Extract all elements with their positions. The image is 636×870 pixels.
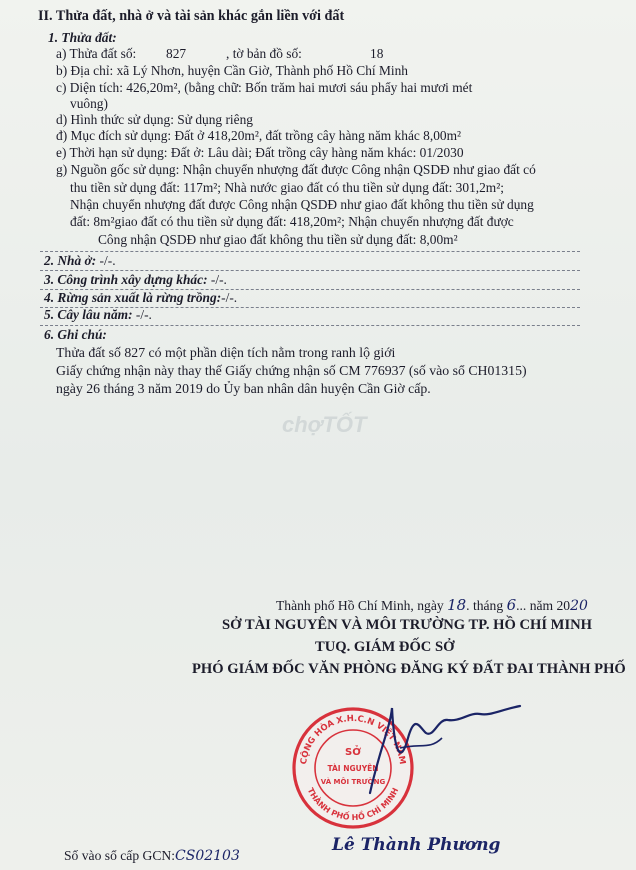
date-month: 6: [506, 596, 517, 614]
parcel-number: 827: [166, 46, 187, 61]
construction-label: 3. Công trình xây dựng khác:: [44, 272, 208, 287]
issue-date: Thành phố Hồ Chí Minh, ngày 18. tháng 6... năm 2020: [276, 596, 588, 614]
notes-line-2: Giấy chứng nhận này thay thế Giấy chứng nhận số CM 776937 (số vào sổ CH01315): [56, 363, 527, 378]
area-line: c) Diện tích: 426,20m², (bằng chữ: Bốn trăm hai mươi sáu phẩy hai mươi mét: [56, 80, 473, 95]
registry-label: Số vào sổ cấp GCN:: [64, 848, 176, 863]
registry-row: [64, 848, 240, 864]
signer-name: Lê Thành Phương: [332, 835, 501, 855]
signature-scribble-icon: [330, 688, 530, 808]
signer-position: PHÓ GIÁM ĐỐC VĂN PHÒNG ĐĂNG KÝ ĐẤT ĐAI THÀNH PHỐ: [192, 661, 626, 677]
perennial-value: -/-.: [132, 307, 152, 322]
usage-origin-2: thu tiền sử dụng đất: 117m²; Nhà nước giao đất có thu tiền sử dụng đất: 301,2m²;: [70, 180, 504, 195]
forest-row: [44, 290, 237, 306]
section-title: II. Thửa đất, nhà ở và tài sản khác gắn liền với đất: [38, 8, 345, 24]
notes-label: 6. Ghi chú:: [44, 327, 107, 342]
house-row: [44, 253, 116, 269]
usage-origin-4: đất: 8m²giao đất có thu tiền sử dụng đất: 418,20m²; Nhận chuyển nhượng đất được: [70, 214, 514, 229]
seal-inner-3: VÀ MÔI TRƯỜNG: [320, 778, 386, 786]
usage-origin-5: Công nhận QSDĐ như giao đất không thu tiền sử dụng đất: 8,00m²: [98, 232, 458, 247]
parcel-number-label: a) Thửa đất số:: [56, 46, 137, 61]
seal-top-text: CỘNG HÒA X.H.C.N VIỆT NAM: [299, 713, 407, 766]
usage-purpose: đ) Mục đích sử dụng: Đất ở 418,20m², đất trồng cây hàng năm khác 8,00m²: [56, 128, 462, 143]
perennial-row: [44, 307, 152, 323]
house-label: 2. Nhà ở:: [44, 253, 97, 268]
divider: [40, 270, 580, 271]
map-sheet-label: , tờ bản đồ số:: [226, 46, 302, 61]
area-line-cont: vuông): [70, 96, 108, 111]
date-prefix: Thành phố Hồ Chí Minh, ngày: [276, 598, 444, 613]
forest-value: -/-.: [221, 290, 238, 305]
notes-line-1: Thửa đất số 827 có một phần diện tích nằm trong ranh lộ giới: [56, 345, 396, 360]
seal-bottom-text: THÀNH PHỐ HỒ CHÍ MINH: [305, 786, 401, 823]
divider: [40, 251, 580, 252]
house-value: -/-.: [96, 253, 116, 268]
map-sheet-number: 18: [370, 46, 384, 61]
perennial-label: 5. Cây lâu năm:: [44, 307, 133, 322]
usage-form: d) Hình thức sử dụng: Sử dụng riêng: [56, 112, 253, 127]
notes-line-3: ngày 26 tháng 3 năm 2019 do Ủy ban nhân dân huyện Cần Giờ cấp.: [56, 381, 431, 396]
date-month-label: tháng: [472, 598, 504, 613]
construction-value: -/-.: [207, 272, 227, 287]
date-day: 18: [447, 596, 467, 614]
usage-term: e) Thời hạn sử dụng: Đất ở: Lâu dài; Đất trồng cây hàng năm khác: 01/2030: [56, 145, 464, 160]
seal-inner-1: SỞ: [345, 747, 361, 758]
watermark: chợTỐT: [282, 412, 367, 437]
divider: [40, 325, 580, 326]
department-name: SỞ TÀI NGUYÊN VÀ MÔI TRƯỜNG TP. HỒ CHÍ MINH: [222, 617, 593, 633]
registry-value: CS02103: [175, 848, 240, 864]
seal-inner-2: TÀI NGUYÊN: [327, 764, 379, 773]
land-heading: 1. Thửa đất:: [48, 30, 117, 45]
date-year: 20: [570, 598, 588, 614]
construction-row: [44, 272, 227, 288]
date-year-label: năm 20: [529, 598, 571, 613]
usage-origin-1: g) Nguồn gốc sử dụng: Nhận chuyển nhượng đất được Công nhận QSDĐ như giao đất có: [56, 162, 536, 177]
address: b) Địa chỉ: xã Lý Nhơn, huyện Cần Giờ, Thành phố Hồ Chí Minh: [56, 63, 408, 78]
on-behalf: TUQ. GIÁM ĐỐC SỞ: [315, 639, 455, 655]
forest-label: 4. Rừng sản xuất là rừng trồng:: [44, 290, 222, 305]
usage-origin-3: Nhận chuyển nhượng đất được Công nhận QSDĐ như giao đất không thu tiền sử dụng: [70, 197, 534, 212]
